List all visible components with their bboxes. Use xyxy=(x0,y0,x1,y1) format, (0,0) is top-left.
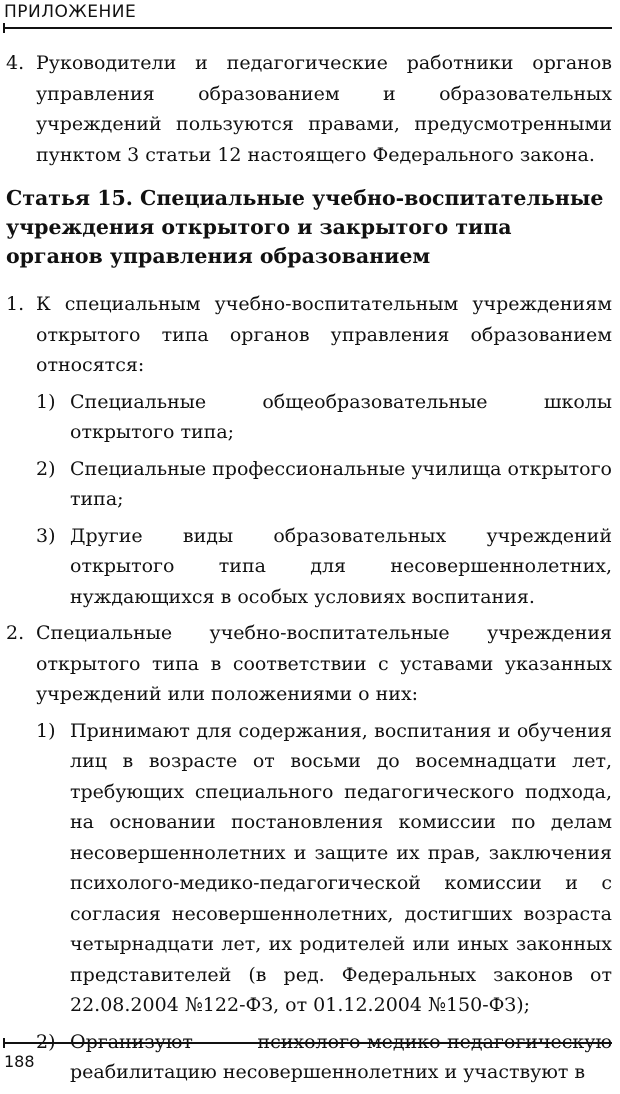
item-number: 4. xyxy=(6,52,25,74)
subitem-number: 2) xyxy=(36,457,56,480)
section-1-item-2 xyxy=(6,454,612,515)
footer-rule xyxy=(4,1042,612,1044)
article-heading: Статья 15. Специальные учебно-воспитательные учреждения открытого и закрытого типа органов управления образованием xyxy=(6,186,604,268)
section-text: К специальным учебно-воспитательным учреждениям открытого типа органов управления образованием относятся: xyxy=(36,293,612,376)
subitem-number: 3) xyxy=(36,524,56,547)
subitem-number: 2) xyxy=(36,1030,56,1053)
subitem-text: Организуют психолого-медико-педагогическую реабилитацию несовершеннолетних и участвуют в xyxy=(70,1030,612,1083)
subitem-number: 1) xyxy=(36,390,56,413)
section-text: Специальные учебно-воспитательные учреждения открытого типа в соответствии с уставами указанных учреждений или положениями о них: xyxy=(36,622,612,705)
subitem-text: Другие виды образовательных учреждений открытого типа для несовершеннолетних, нуждающихся в особых условиях воспитания. xyxy=(70,524,612,608)
section-number: 1. xyxy=(6,293,25,315)
section-1-item-1 xyxy=(6,387,612,448)
subitem-text: Специальные профессиональные училища открытого типа; xyxy=(70,457,613,510)
page-number: 188 xyxy=(4,1052,35,1071)
subitem-text: Специальные общеобразовательные школы открытого типа; xyxy=(70,390,612,443)
subitem-number: 1) xyxy=(36,719,56,742)
header-rule xyxy=(4,27,612,29)
section-2-item-1 xyxy=(6,716,612,1021)
section-2-item-2 xyxy=(6,1027,612,1088)
subitem-text: Принимают для содержания, воспитания и обучения лиц в возрасте от восьми до восемнадцати лет, требующих специального педагогического подхода, на основании постановления комиссии по делам несовершеннолетних и защите их прав, заключения психолого-медико-педагогической комиссии и с согласия несовершеннолетних, достигших возраста четырнадцати лет, их родителей или иных законных представителей (в ред. Федеральных законов от 22.08.2004 №122-ФЗ, от 01.12.2004 №150-ФЗ); xyxy=(70,719,612,1016)
item-4 xyxy=(6,48,612,170)
section-2 xyxy=(6,618,612,710)
item-text: Руководители и педагогические работники органов управления образованием и образовательных учреждений пользуются правами, предусмотренными пунктом 3 статьи 12 настоящего Федерального закона. xyxy=(36,52,612,166)
section-1 xyxy=(6,289,612,381)
section-1-item-3 xyxy=(6,521,612,613)
running-head: ПРИЛОЖЕНИЕ xyxy=(4,2,137,22)
page-body xyxy=(6,48,612,1094)
section-number: 2. xyxy=(6,622,25,644)
